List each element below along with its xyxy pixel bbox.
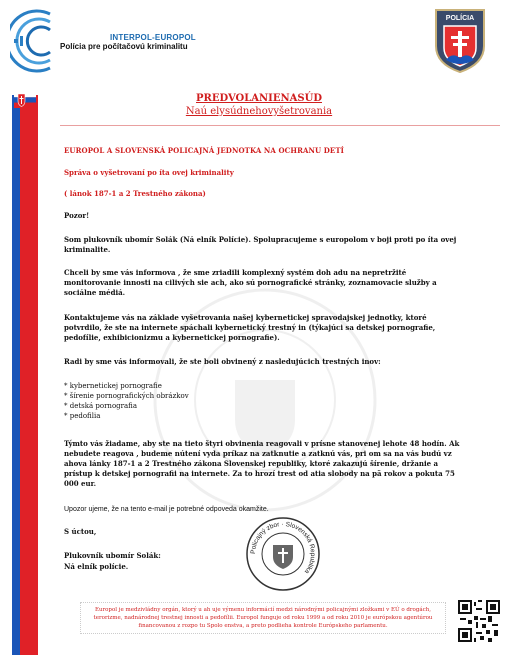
signature-name: Plukovník ubomír Solák: (64, 551, 161, 560)
charge-item: * kybernetickej pornografie (64, 382, 162, 390)
greeting: Pozor! (64, 211, 90, 220)
org-name: INTERPOL-EUROPOL (110, 33, 196, 42)
paragraph-monitoring: Chceli by sme vás informova , že sme zriadili komplexný systém doh adu na nepretržité monitorovanie innosti na cilivých sie ach, ako sú pornografické stránky, zoznamovacie služby a sociálne médiá. (64, 268, 437, 297)
paragraph-charges-intro: Radi by sme vás informovali, že ste boli obvinený z nasledujúcich trestných inov: (64, 357, 381, 366)
divider (60, 125, 500, 126)
logo-caption (60, 33, 220, 51)
police-stamp (244, 515, 322, 593)
paragraph-intro: Som plukovník ubomír Solák (Ná elník Polície). Spolupracujeme s europolom v boji proti po íta ovej kriminalite. (64, 235, 457, 254)
stripe-blue (12, 95, 20, 655)
summons-title: PREDVOLANIENASÚD (196, 93, 322, 104)
charge-item: * šírenie pornografických obrázkov (64, 392, 189, 400)
paragraph-investigation: Kontaktujeme vás na základe vyšetrovania našej kybernetickej spravodajskej jednotky, ktoré potvrdilo, že ste na internete spáchali kybernetický trestný in (týkajúci sa detskej pornografie, pedofílie, exhibicionizmu a kybernetickej pornografie). (64, 313, 436, 342)
charges-list (64, 381, 464, 421)
stamp-text: Policajný zbor · Slovenská Republika (249, 520, 317, 575)
law-reference: ( lánok 187-1 a 2 Trestného zákona) (64, 189, 206, 198)
unit-heading: EUROPOL A SLOVENSKÁ POLICAJNÁ JEDNOTKA NA OCHRANU DETÍ (64, 146, 345, 155)
charge-item: * pedofilia (64, 412, 101, 420)
charge-item: * detská pornografia (64, 402, 138, 410)
police-badge-icon (430, 6, 490, 74)
stripe-red (20, 95, 38, 655)
org-subtitle: Polícia pre počítačovú kriminalitu (60, 42, 188, 51)
report-title: Správa o vyšetrovaní po íta ovej kriminality (64, 168, 234, 177)
closing: S úctou, (64, 527, 97, 536)
qr-code[interactable] (458, 600, 500, 642)
signature-role: Ná elník polície. (64, 562, 129, 571)
warning-text: Upozor ujeme, že na tento e-mail je potrebné odpoveda okamžite. (64, 506, 269, 513)
footer-note: Europol je medzivládny orgán, ktorý u ah uje výmenu informácií medzi národnými policajnými zložkami v EÚ o drogách, terorizme, nadnárodnej trestnej innosti a pedofílii. Europol funguje od roku 1999 a od roku 2010 je európskou agentúrou financovanou z rozpo tu Spolo enstva, a preto podlieha kontrole Európskeho parlamentu. (80, 602, 446, 634)
badge-label: POLÍCIA (445, 15, 475, 22)
paragraph-demand: Týmto vás žiadame, aby ste na tieto štyri obvinenia reagovali v prísne stanovenej lehote 48 hodín. Ak nebudete reagova , budeme nútení vyda príkaz na zatknutie a zatknú vás, pri om sa na vás budú vz ahova lánky 187-1 a 2 Trestného zákona Slovenskej republiky, ktoré zakazujú šírenie, držanie a prístup k detskej pornografii na internete. Za to hrozí trest od atia slobody na pä rokov a pokuta 75 000 eur. (64, 439, 460, 488)
summons-subtitle: Naú elysúdnehovyšetrovania (185, 106, 333, 117)
